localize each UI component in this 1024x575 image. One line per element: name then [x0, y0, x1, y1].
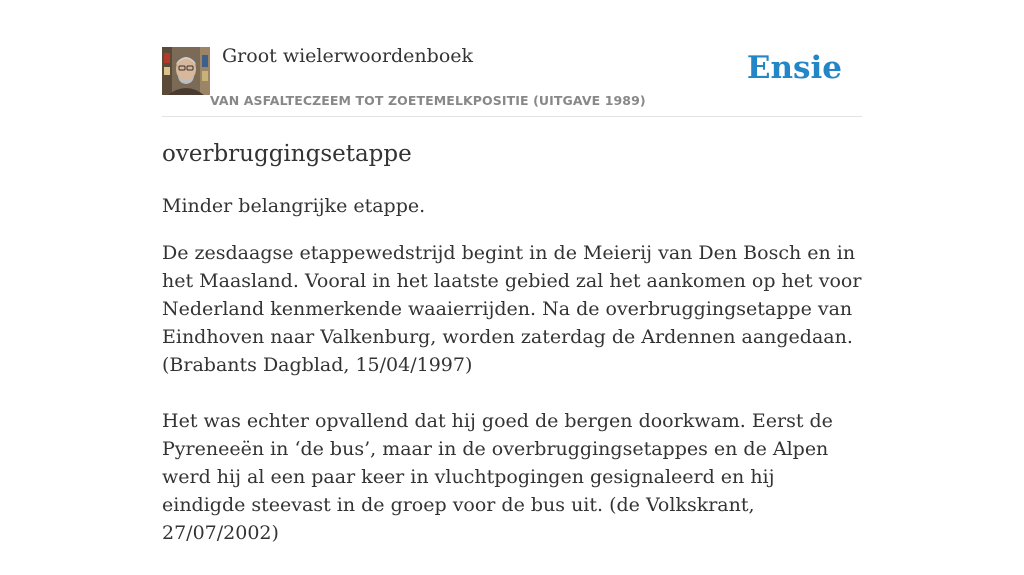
entry-definition: Minder belangrijke etappe. — [162, 195, 426, 217]
quote-paragraph: Het was echter opvallend dat hij goed de bergen doorkwam. Eerst de Pyreneeën in ‘de bus’, maar in de overbruggingsetappes en de Alpen werd hij al een paar keer in vluchtpogingen gesignaleerd en hij eindigde steevast in de groep voor de bus uit. (de Volkskrant, 27/07/2002) — [162, 410, 833, 544]
dictionary-title-link[interactable]: Groot wielerwoordenboek — [222, 45, 474, 67]
quote-paragraph: De zesdaagse etappewedstrijd begint in de Meierij van Den Bosch en in het Maasland. Vooral in het laatste gebied zal het aankomen op het voor Nederland kenmerkende waaierrijden. Na de overbruggingsetappe van Eindhoven naar Valkenburg, worden zaterdag de Ardennen aangedaan. (Brabants Dagblad, 15/04/1997) — [162, 242, 862, 376]
ensie-logo-link[interactable]: Ensie — [746, 50, 842, 86]
author-portrait-icon — [162, 47, 210, 95]
author-avatar[interactable] — [162, 47, 210, 95]
page-container — [162, 0, 862, 544]
entry-title: overbruggingsetappe — [162, 141, 412, 167]
entry-quotes — [162, 239, 862, 575]
dictionary-header — [162, 0, 862, 117]
dictionary-subtitle: VAN ASFALTECZEEM TOT ZOETEMELKPOSITIE (UITGAVE 1989) — [210, 93, 646, 108]
